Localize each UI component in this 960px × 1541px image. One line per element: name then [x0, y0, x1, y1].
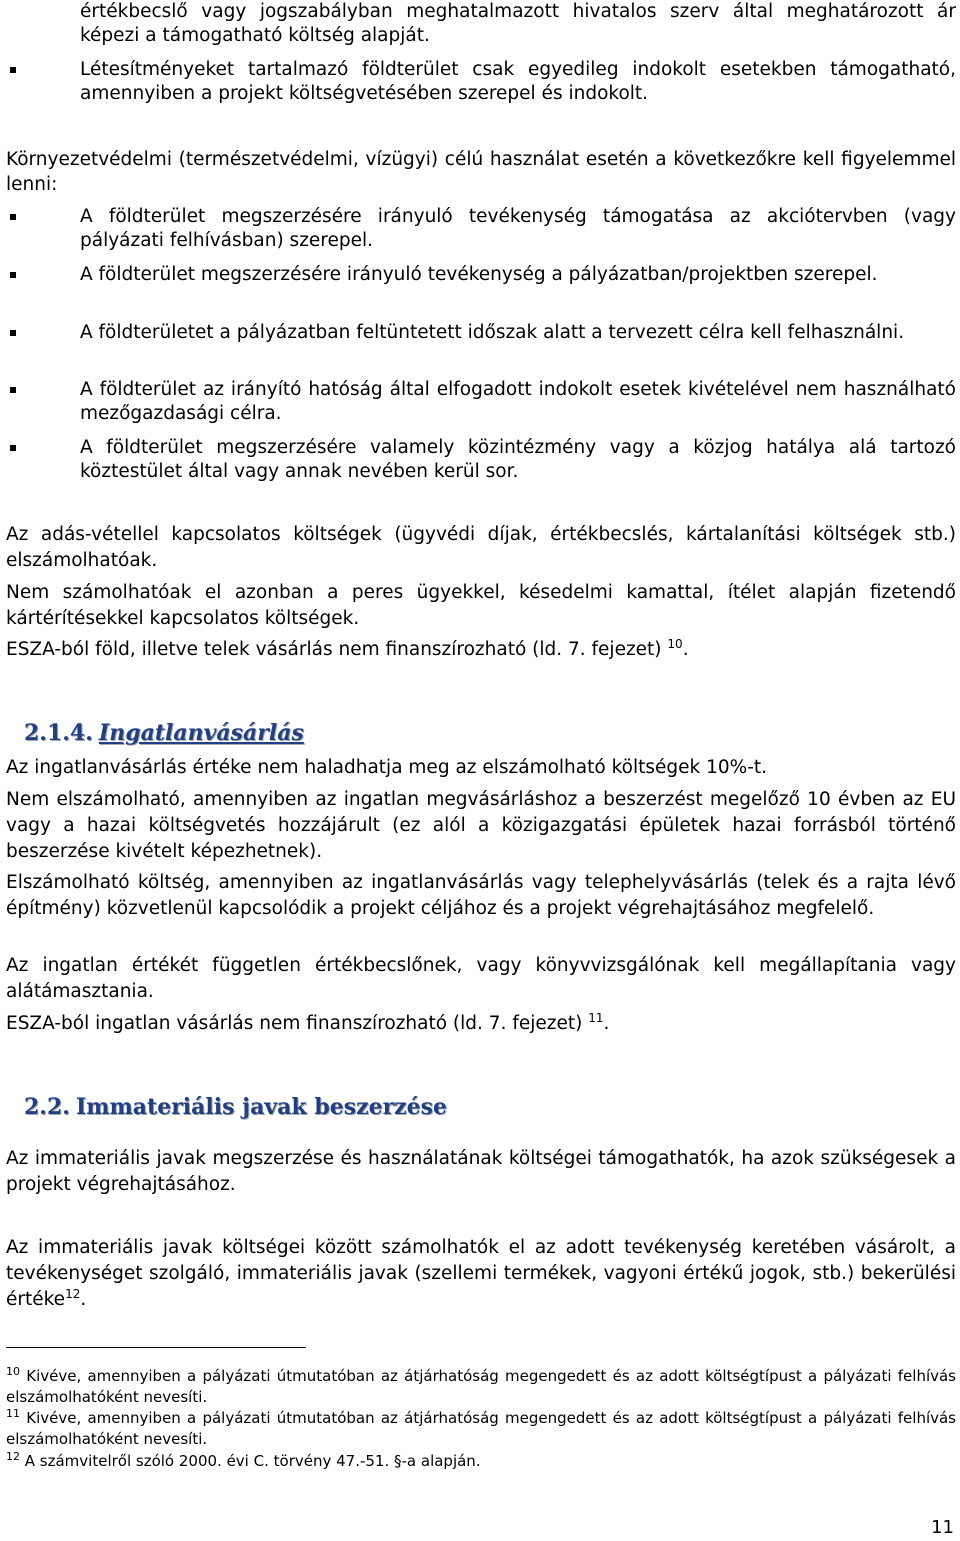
section-heading-2-2: 2.2. Immateriális javak beszerzése	[24, 1094, 448, 1120]
list-item: A földterület az irányító hatóság által elfogadott indokolt esetek kivételével nem használható mezőgazdasági célra.	[6, 378, 956, 436]
top-bullet-list	[6, 58, 956, 106]
s214-para-1: Az ingatlanvásárlás értéke nem haladhatja meg az elszámolható költségek 10%-t.	[6, 757, 768, 778]
env-bullet-list	[6, 205, 956, 484]
bullet-icon	[10, 214, 16, 220]
bullet-icon	[10, 272, 16, 278]
footnote-separator	[6, 1347, 306, 1348]
para-nem-szamolhato: Nem számolhatóak el azonban a peres ügyekkel, késedelmi kamattal, ítélet alapján fizetendő kártérítésekkel kapcsolatos költségek.	[6, 582, 956, 629]
bullet-icon	[10, 387, 16, 393]
list-item: Létesítményeket tartalmazó földterület csak egyedileg indokolt esetekben támogatható, amennyiben a projekt költségvetésében szerepel és indokolt.	[6, 58, 956, 106]
s22-para-1: Az immateriális javak megszerzése és használatának költségei támogathatók, ha azok szükségesek a projekt végrehajtásához.	[6, 1148, 956, 1195]
list-item: A földterületet a pályázatban feltüntetett időszak alatt a tervezett célra kell felhasználni.	[6, 321, 956, 378]
footnote-ref[interactable]: 12	[65, 1286, 81, 1301]
continuation-text	[80, 0, 956, 48]
para-adas-vetel: Az adás-vétellel kapcsolatos költségek (ügyvédi díjak, értékbecslés, kártalanítási költségek stb.) elszámolhatóak.	[6, 524, 956, 571]
env-intro: Környezetvédelmi (természetvédelmi, vízügyi) célú használat esetén a következőkre kell figyelemmel lenni:	[6, 149, 956, 195]
s214-para-2: Nem elszámolható, amennyiben az ingatlan megvásárláshoz a beszerzést megelőző 10 évben az EU vagy a hazai költségvetés hozzájárult (ez alól a közigazgatási épületek hazai forrásból történő beszerzése kivételt képezhetnek).	[6, 789, 956, 862]
list-item: A földterület megszerzésére irányuló tevékenység a pályázatban/projektben szerepel.	[6, 263, 956, 321]
bullet-icon	[10, 445, 16, 451]
section-heading-2-1-4: 2.1.4. Ingatlanvásárlás	[24, 720, 304, 746]
bullet-icon	[10, 330, 16, 336]
top-continuation: értékbecslő vagy jogszabályban meghatalmazott hivatalos szerv által meghatározott ár képezi a támogatható költség alapját.	[80, 1, 956, 46]
footnote-ref[interactable]: 11	[588, 1010, 604, 1025]
para-esza-ingatlan: ESZA-ból ingatlan vásárlás nem finanszírozható (ld. 7. fejezet) $^{11}$.	[6, 1010, 610, 1034]
footnote-12: $^{12}$ A számvitelről szóló 2000. évi C. törvény 47.-51. §-a alapján.	[6, 1450, 481, 1470]
footnote-10: $^{10}$ Kivéve, amennyiben a pályázati útmutatóban az átjárhatóság megengedett és az adott költségtípust a pályázati felhívás elszámolhatóként nevesíti.	[6, 1365, 956, 1406]
para-esza-fold: ESZA-ból föld, illetve telek vásárlás nem finanszírozható (ld. 7. fejezet) $^{10}$.	[6, 636, 689, 660]
s214-para-3: Elszámolható költség, amennyiben az ingatlanvásárlás vagy telephelyvásárlás (telek és a rajta lévő építmény) közvetlenül kapcsolódik a projekt céljához és a projekt végrehajtásához megfelelő.	[6, 872, 956, 919]
s214-para-4: Az ingatlan értékét független értékbecslőnek, vagy könyvvizsgálónak kell megállapítania vagy alátámasztania.	[6, 955, 956, 1002]
footnote-ref[interactable]: 10	[667, 636, 683, 651]
page-number: 11	[931, 1517, 954, 1538]
bullet-icon	[10, 67, 16, 73]
list-item: A földterület megszerzésére irányuló tevékenység támogatása az akciótervben (vagy pályázati felhívásban) szerepel.	[6, 205, 956, 263]
s22-para-2: Az immateriális javak költségei között számolhatók el az adott tevékenység keretében vásárolt, a tevékenységet szolgáló, immateriális javak (szellemi termékek, vagyoni értékű jogok, stb.) bekerülési értéke$^{12}$.	[6, 1237, 956, 1310]
footnote-11: $^{11}$ Kivéve, amennyiben a pályázati útmutatóban az átjárhatóság megengedett és az adott költségtípust a pályázati felhívás elszámolhatóként nevesíti.	[6, 1407, 956, 1448]
list-item: A földterület megszerzésére valamely közintézmény vagy a közjog hatálya alá tartozó köztestület által vagy annak nevében kerül sor.	[6, 436, 956, 484]
